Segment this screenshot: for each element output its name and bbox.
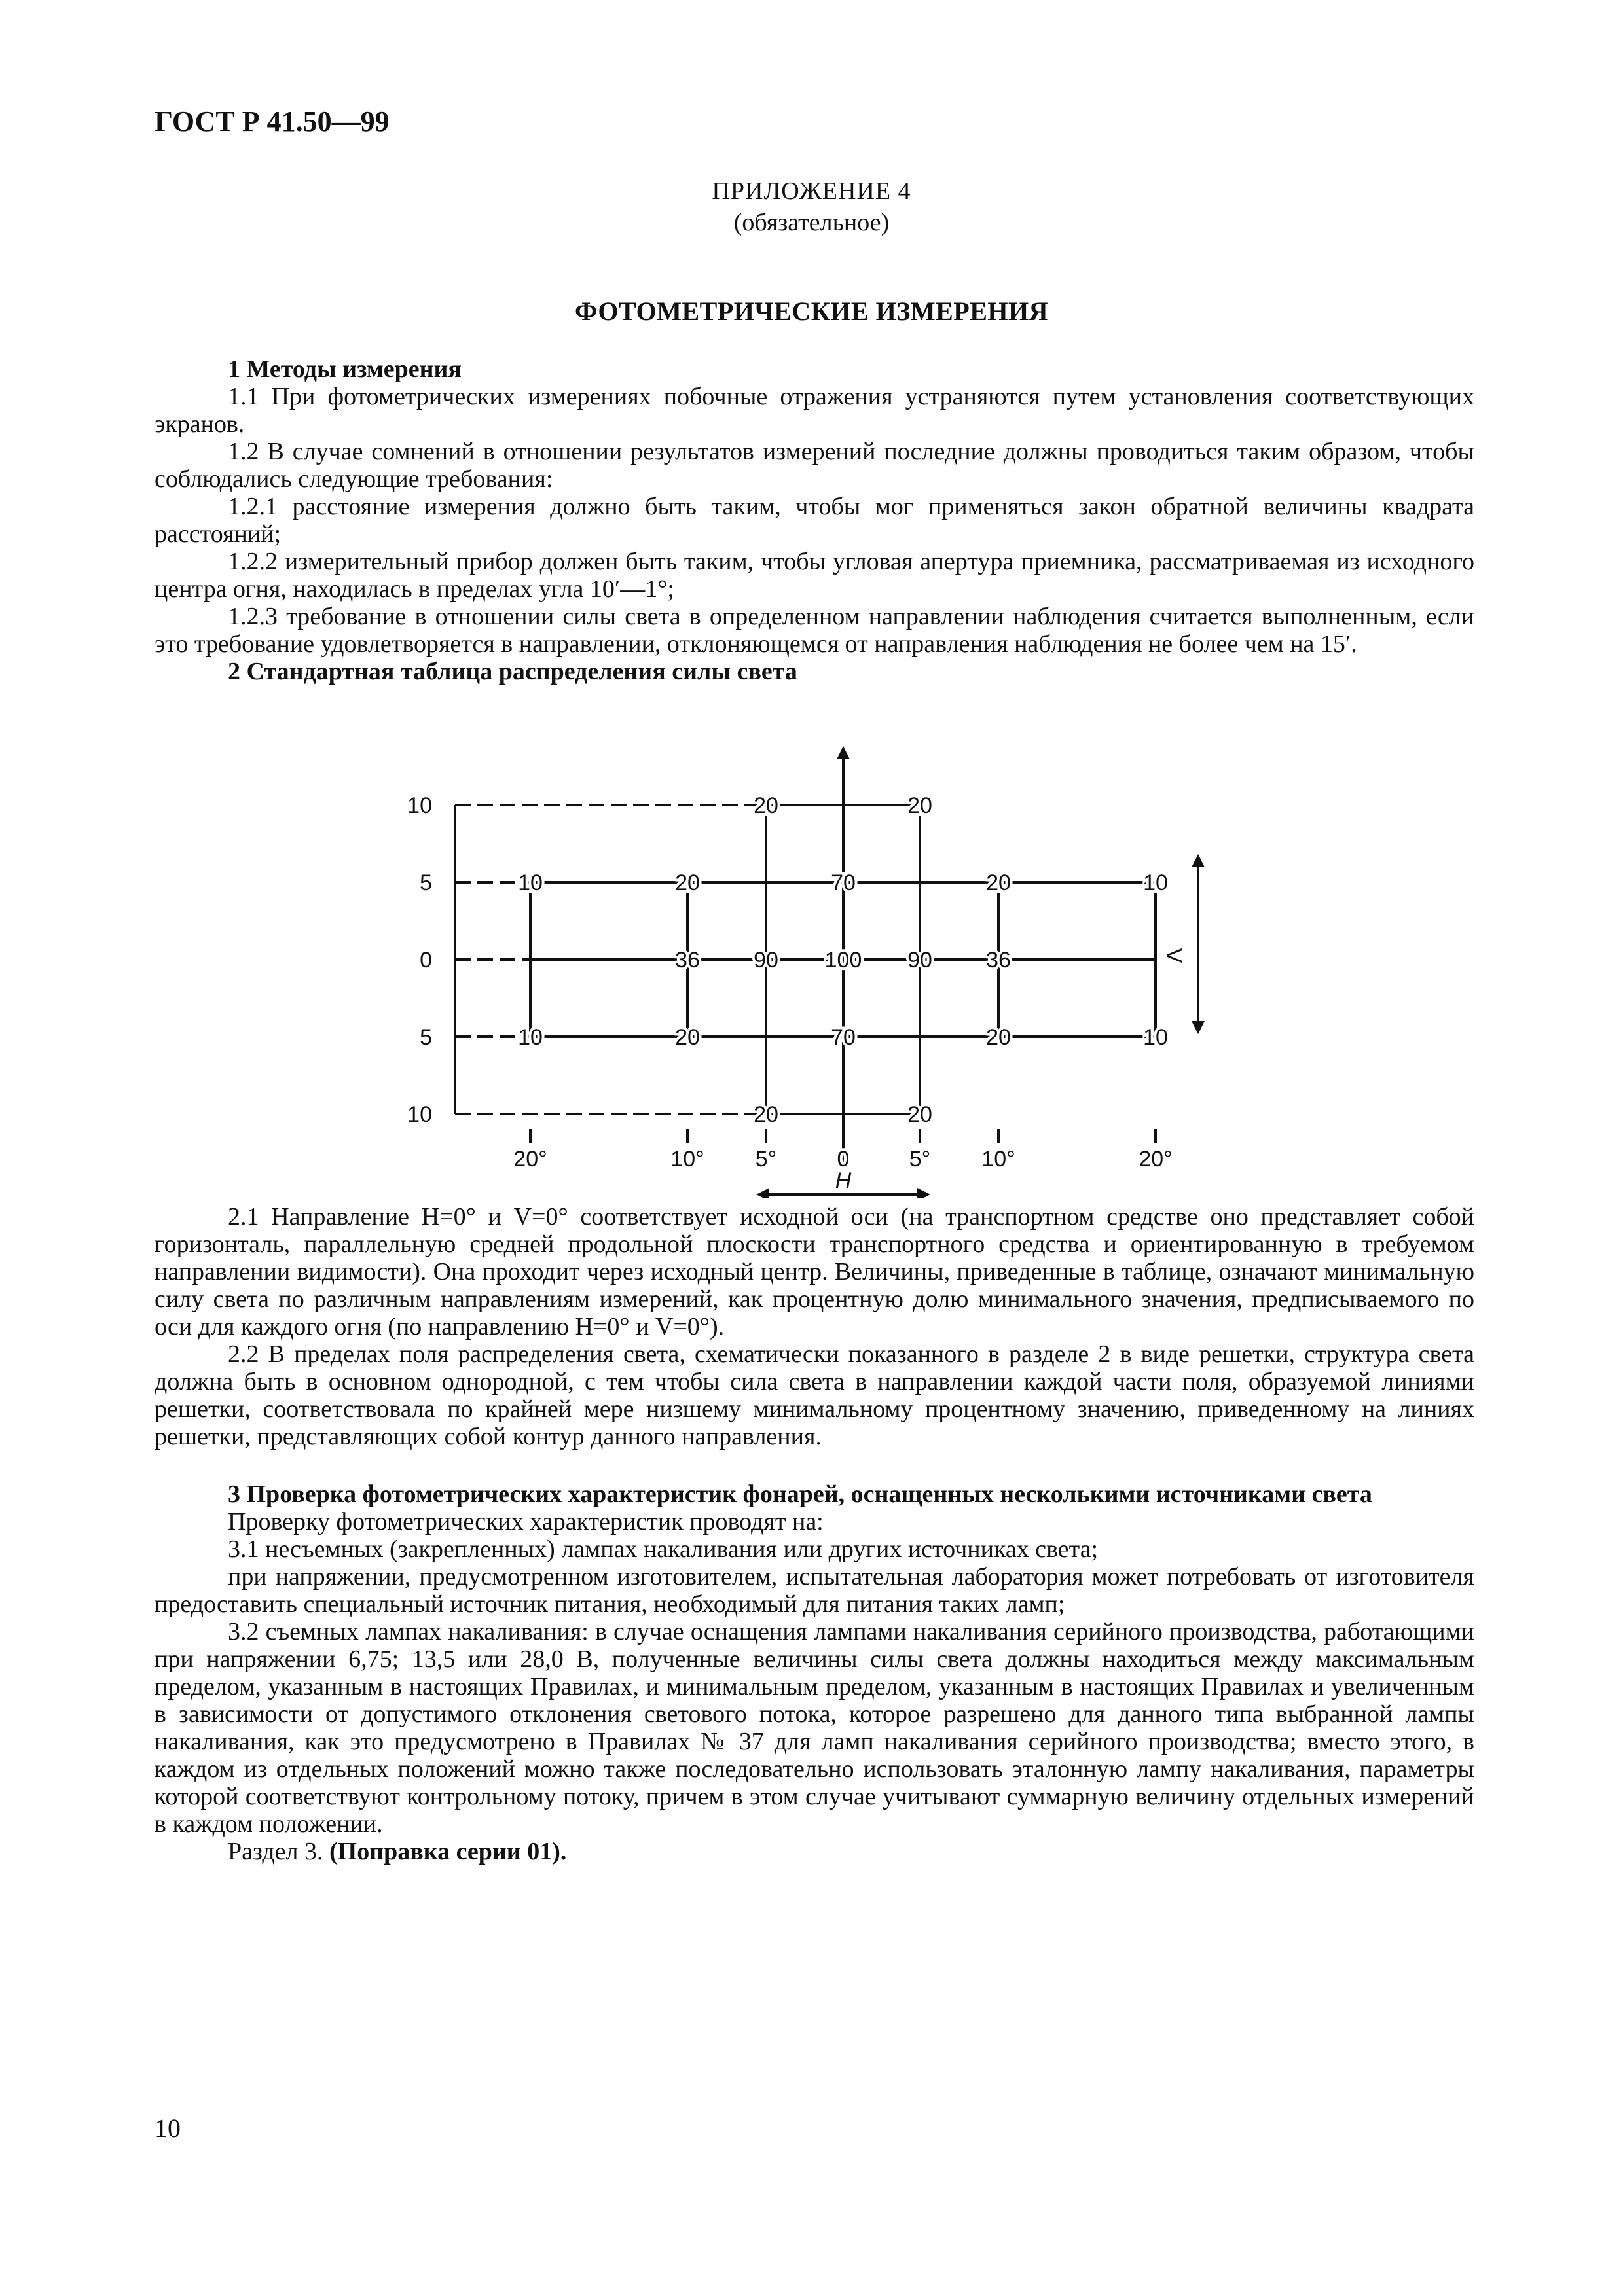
paragraph-3-1: 3.1 несъемных (закрепленных) лампах накаливания или других источниках света; <box>228 1535 1099 1563</box>
h-axis-label: H <box>835 1168 852 1193</box>
row-label: 5 <box>420 870 432 895</box>
grid-value: 20 <box>675 870 700 895</box>
amendment-prefix: Раздел 3. <box>228 1838 323 1865</box>
column-label: 0 <box>837 1147 850 1172</box>
column-label: 10° <box>670 1147 704 1172</box>
grid-value: 90 <box>907 948 932 973</box>
grid-value: 70 <box>831 1025 856 1050</box>
paragraph-1-2-3: 1.2.3 требование в отношении силы света в определенном направлении наблюдения считается выполненным, если это требование удовлетворяется в направлении, отклоняющемся от направления наблюдения не более чем на 15′. <box>155 603 1474 658</box>
row-label: 0 <box>420 948 432 973</box>
column-label: 20° <box>513 1147 547 1172</box>
grid-value: 36 <box>986 948 1011 973</box>
appendix-title: ПРИЛОЖЕНИЕ 4 <box>712 177 911 205</box>
paragraph-1-2-1: 1.2.1 расстояние измерения должно быть таким, чтобы мог применяться закон обратной величины квадрата расстояний; <box>155 493 1474 548</box>
section-1 <box>155 355 1474 685</box>
grid-value: 20 <box>754 1102 778 1127</box>
grid-value: 20 <box>907 793 932 818</box>
grid-value: 20 <box>986 870 1011 895</box>
grid-value: 70 <box>831 870 856 895</box>
grid-value: 20 <box>986 1025 1011 1050</box>
grid-value: 100 <box>824 948 862 973</box>
column-label: 10° <box>981 1147 1015 1172</box>
paragraph-3-intro: Проверку фотометрических характеристик проводят на: <box>228 1508 824 1535</box>
grid-value: 20 <box>754 793 778 818</box>
paragraph-2-1: 2.1 Направление H=0° и V=0° соответствует исходной оси (на транспортном средстве оно представляет собой горизонталь, параллельную средней продольной плоскости транспортного средства и ориентированную в требуемом направлении видимости). Она проходит через исходный центр. Величины, приведенные в таблице, означают минимальную силу света по различным направлениям измерений, как процентную долю минимального значения, предписываемого по оси для каждого огня (по направлению H=0° и V=0°). <box>155 1203 1474 1340</box>
v-axis-label: V <box>1161 948 1186 963</box>
column-label: 5° <box>755 1147 777 1172</box>
grid-value: 20 <box>907 1102 932 1127</box>
paragraph-3-2: 3.2 съемных лампах накаливания: в случае оснащения лампами накаливания серийного производства, работающими при напряжении 6,75; 13,5 или 28,0 В, полученные величины силы света должны находиться между максимальным пределом, указанным в настоящих Правилах, и минимальным пределом, указанным в настоящих Правилах и увеличенным в зависимости от допустимого отклонения светового потока, которое разрешено для данного типа выбранной лампы накаливания, как это предусмотрено в Правилах № 37 для ламп накаливания серийного производства; вместо этого, в каждом из отдельных положений можно также последовательно использовать эталонную лампу накаливания, параметры которой соответствуют контрольному потоку, причем в этом случае учитывают суммарную величину отдельных измерений в каждом положении. <box>155 1618 1474 1838</box>
section-3-heading: 3 Проверка фотометрических характеристик фонарей, оснащенных несколькими источниками света <box>228 1480 1372 1508</box>
section-1-heading: 1 Методы измерения <box>228 355 462 383</box>
amendment-note <box>155 1838 1474 1865</box>
paragraph-3-1b: при напряжении, предусмотренном изготовителем, испытательная лаборатория может потребовать от изготовителя предоставить специальный источник питания, необходимый для питания таких ламп; <box>155 1563 1474 1618</box>
grid-value: 10 <box>1143 870 1168 895</box>
page-number: 10 <box>155 2113 181 2143</box>
grid-value: 20 <box>675 1025 700 1050</box>
appendix-note: (обязательное) <box>733 209 890 236</box>
amendment-series: (Поправка серии 01). <box>329 1838 567 1865</box>
light-distribution-grid <box>367 740 1218 1198</box>
paragraph-1-2: 1.2 В случае сомнений в отношении результатов измерений последние должны проводиться таким образом, чтобы соблюдались следующие требования: <box>155 438 1474 493</box>
grid-value: 10 <box>1143 1025 1168 1050</box>
grid-value: 10 <box>518 870 543 895</box>
section-2-heading: 2 Стандартная таблица распределения силы света <box>228 658 797 685</box>
paragraph-2-2: 2.2 В пределах поля распределения света, схематически показанного в разделе 2 в виде решетки, структура света должна быть в основном однородной, с тем чтобы сила света в направлении каждой части поля, образуемой линиями решетки, соответствовала по крайней мере низшему минимальному процентному значению, приведенному на линиях решетки, представляющих собой контур данного направления. <box>155 1340 1474 1450</box>
section-3 <box>155 1480 1474 1865</box>
row-label: 10 <box>407 1102 432 1127</box>
document-code: ГОСТ Р 41.50—99 <box>155 105 390 137</box>
column-label: 20° <box>1139 1147 1173 1172</box>
grid-value: 90 <box>754 948 778 973</box>
paragraph-1-2-2: 1.2.2 измерительный прибор должен быть таким, чтобы угловая апертура приемника, рассматриваемая из исходного центра огня, находилась в пределах угла 10′—1°; <box>155 548 1474 603</box>
paragraph-1-1: 1.1 При фотометрических измерениях побочные отражения устраняются путем установления соответствующих экранов. <box>155 383 1474 438</box>
column-label: 5° <box>909 1147 931 1172</box>
grid-value: 36 <box>675 948 700 973</box>
row-label: 10 <box>407 793 432 818</box>
page-title: ФОТОМЕТРИЧЕСКИЕ ИЗМЕРЕНИЯ <box>575 296 1048 326</box>
grid-value: 10 <box>518 1025 543 1050</box>
section-2-body <box>155 1203 1474 1450</box>
row-label: 5 <box>420 1025 432 1050</box>
